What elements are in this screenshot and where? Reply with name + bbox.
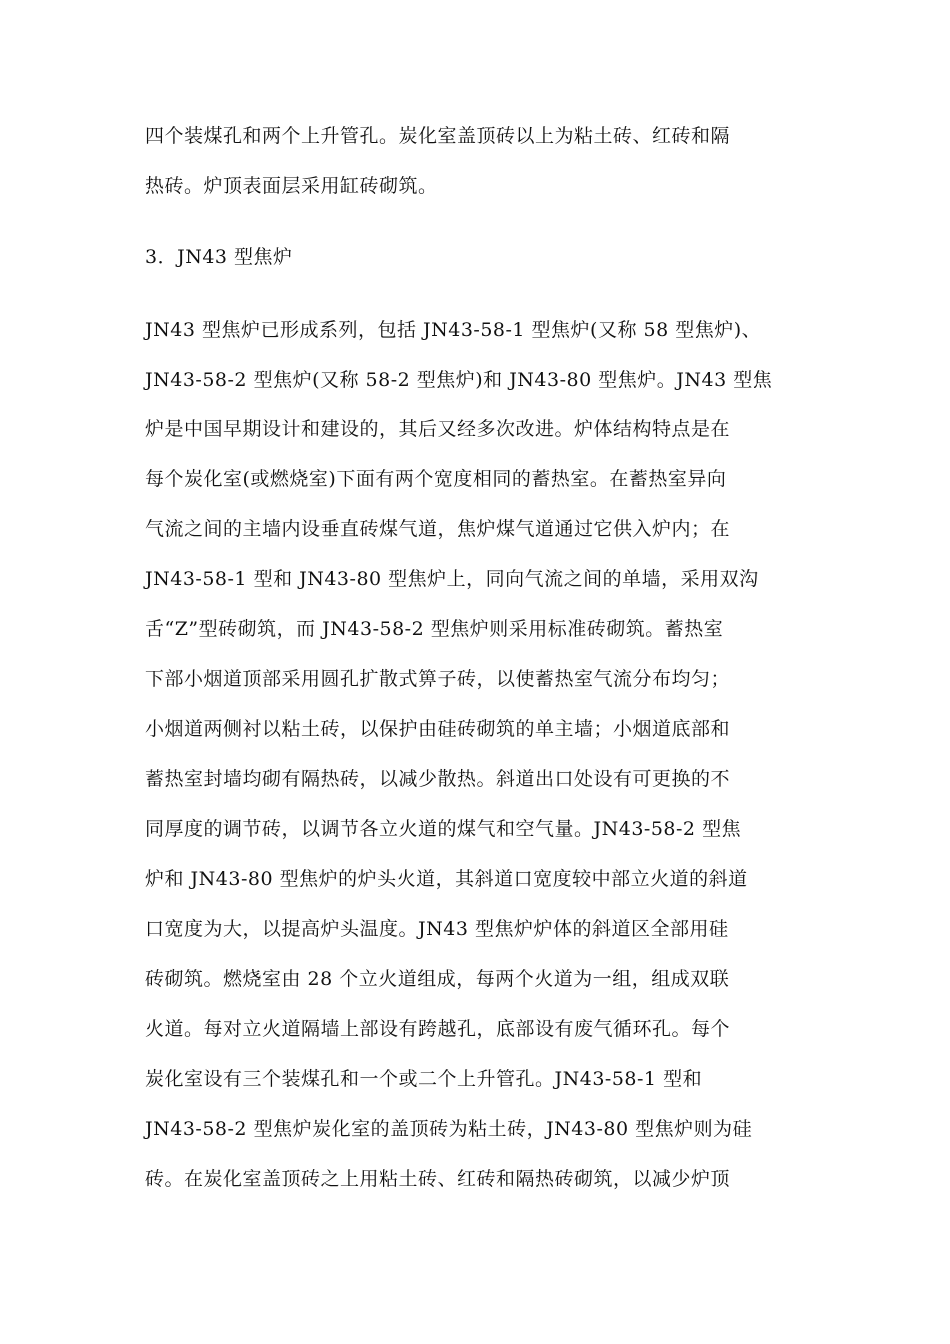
paragraph-2-line-5: 气流之间的主墙内设垂直砖煤气道，焦炉煤气道通过它供入炉内；在 bbox=[145, 518, 731, 540]
paragraph-2-line-6: JN43-58-1 型和 JN43-80 型焦炉上，同向气流之间的单墙，采用双沟 bbox=[145, 568, 759, 590]
paragraph-2-line-16: 炭化室设有三个装煤孔和一个或二个上升管孔。JN43-58-1 型和 bbox=[145, 1068, 703, 1090]
paragraph-2-line-10: 蓄热室封墙均砌有隔热砖，以减少散热。斜道出口处设有可更换的不 bbox=[145, 768, 731, 790]
paragraph-2-line-13: 口宽度为大，以提高炉头温度。JN43 型焦炉炉体的斜道区全部用硅 bbox=[145, 918, 729, 940]
paragraph-2-line-14: 砖砌筑。燃烧室由 28 个立火道组成，每两个火道为一组，组成双联 bbox=[145, 968, 730, 990]
paragraph-2-line-9: 小烟道两侧衬以粘土砖，以保护由硅砖砌筑的单主墙；小烟道底部和 bbox=[145, 718, 731, 740]
paragraph-1-line-2: 热砖。炉顶表面层采用缸砖砌筑。 bbox=[145, 175, 438, 197]
paragraph-2-line-15: 火道。每对立火道隔墙上部设有跨越孔，底部设有废气循环孔。每个 bbox=[145, 1018, 731, 1040]
paragraph-2-line-2: JN43-58-2 型焦炉(又称 58-2 型焦炉)和 JN43-80 型焦炉。JN43 型焦 bbox=[145, 369, 773, 391]
paragraph-1-line-1: 四个装煤孔和两个上升管孔。炭化室盖顶砖以上为粘土砖、红砖和隔 bbox=[145, 125, 731, 147]
paragraph-2-line-11: 同厚度的调节砖，以调节各立火道的煤气和空气量。JN43-58-2 型焦 bbox=[145, 818, 742, 840]
paragraph-2-line-7: 舌“Z”型砖砌筑，而 JN43-58-2 型焦炉则采用标准砖砌筑。蓄热室 bbox=[145, 618, 724, 640]
paragraph-2-line-12: 炉和 JN43-80 型焦炉的炉头火道，其斜道口宽度较中部立火道的斜道 bbox=[145, 868, 748, 890]
paragraph-2-line-17: JN43-58-2 型焦炉炭化室的盖顶砖为粘土砖，JN43-80 型焦炉则为硅 bbox=[145, 1118, 753, 1140]
paragraph-2-line-8: 下部小烟道顶部采用圆孔扩散式箅子砖，以使蓄热室气流分布均匀； bbox=[145, 668, 731, 690]
paragraph-2-line-18: 砖。在炭化室盖顶砖之上用粘土砖、红砖和隔热砖砌筑，以减少炉顶 bbox=[145, 1168, 731, 1190]
paragraph-2-line-1: JN43 型焦炉已形成系列，包括 JN43-58-1 型焦炉(又称 58 型焦炉)、 bbox=[145, 319, 762, 341]
paragraph-2-line-4: 每个炭化室(或燃烧室)下面有两个宽度相同的蓄热室。在蓄热室异向 bbox=[145, 468, 727, 490]
section-heading: 3．JN43 型焦炉 bbox=[145, 246, 293, 268]
paragraph-2-line-3: 炉是中国早期设计和建设的，其后又经多次改进。炉体结构特点是在 bbox=[145, 418, 731, 440]
